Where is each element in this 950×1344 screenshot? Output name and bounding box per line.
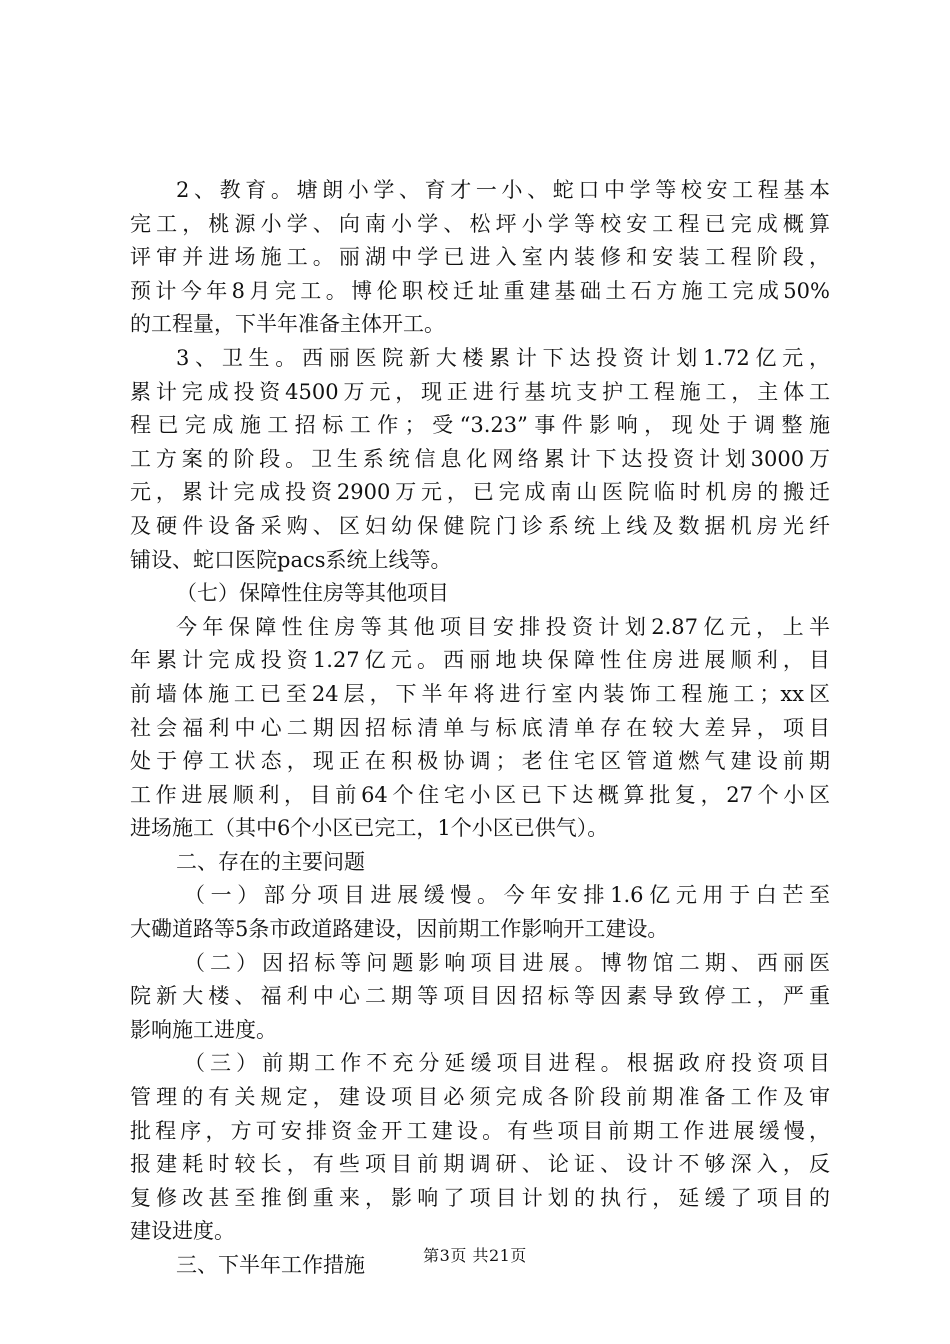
text-line: 批程序，方可安排资金开工建设。有些项目前期工作进展缓慢， (130, 1118, 830, 1143)
page-footer: 第3页 共21页 (423, 1246, 527, 1265)
text-line: 铺设、蛇口医院pacs系统上线等。 (130, 547, 452, 572)
text-line: 建设进度。 (130, 1219, 235, 1244)
text-line: 工作进展顺利，目前64个住宅小区已下达概算批复，27个小区 (130, 782, 830, 807)
text-line: 三、下半年工作措施 (176, 1253, 365, 1277)
text-line: 社会福利中心二期因招标清单与标底清单存在较大差异，项目 (130, 715, 830, 740)
text-line: 元，累计完成投资2900万元，已完成南山医院临时机房的搬迁 (130, 480, 830, 505)
text-line: 管理的有关规定，建设项目必须完成各阶段前期准备工作及审 (130, 1085, 830, 1110)
text-line: （一）部分项目进展缓慢。今年安排1.6亿元用于白芒至 (184, 883, 830, 908)
text-line: （二）因招标等问题影响项目进展。博物馆二期、西丽医 (184, 950, 830, 975)
text-line: 累计完成投资4500万元，现正进行基坑支护工程施工，主体工 (130, 379, 830, 404)
text-line: 进场施工（其中6个小区已完工，1个小区已供气）。 (130, 816, 609, 841)
text-line: 二、存在的主要问题 (176, 849, 365, 874)
text-line: 完工，桃源小学、向南小学、松坪小学等校安工程已完成概算 (130, 211, 830, 236)
text-line: 预计今年8月完工。博伦职校迁址重建基础土石方施工完成50% (130, 278, 830, 303)
text-line: 今年保障性住房等其他项目安排投资计划2.87亿元，上半 (176, 614, 830, 639)
text-line: 年累计完成投资1.27亿元。西丽地块保障性住房进展顺利，目 (130, 648, 830, 673)
text-line: 报建耗时较长，有些项目前期调研、论证、设计不够深入，反 (130, 1152, 830, 1177)
text-line: （三）前期工作不充分延缓项目进程。根据政府投资项目 (184, 1051, 830, 1076)
text-line: 的工程量，下半年准备主体开工。 (130, 312, 445, 337)
text-line: （七）保障性住房等其他项目 (176, 581, 449, 606)
text-line: 复修改甚至推倒重来，影响了项目计划的执行，延缓了项目的 (130, 1185, 830, 1210)
text-line: 程已完成施工招标工作；受“3.23”事件影响，现处于调整施 (130, 413, 830, 438)
text-line: 3、卫生。西丽医院新大楼累计下达投资计划1.72亿元， (176, 345, 830, 370)
text-line: 及硬件设备采购、区妇幼保健院门诊系统上线及数据机房光纤 (130, 513, 830, 538)
text-line: 工方案的阶段。卫生系统信息化网络累计下达投资计划3000万 (130, 446, 830, 471)
text-line: 前墙体施工已至24层，下半年将进行室内装饰工程施工；xx区 (130, 681, 830, 706)
text-line: 影响施工进度。 (130, 1017, 277, 1042)
text-line: 处于停工状态，现正在积极协调；老住宅区管道燃气建设前期 (130, 749, 830, 774)
text-line: 院新大楼、福利中心二期等项目因招标等因素导致停工，严重 (130, 984, 830, 1009)
document-body (130, 174, 830, 1283)
text-line: 评审并进场施工。丽湖中学已进入室内装修和安装工程阶段， (130, 245, 830, 270)
text-line: 2、教育。塘朗小学、育才一小、蛇口中学等校安工程基本 (176, 178, 830, 202)
text-line: 大磡道路等5条市政道路建设，因前期工作影响开工建设。 (130, 917, 669, 942)
